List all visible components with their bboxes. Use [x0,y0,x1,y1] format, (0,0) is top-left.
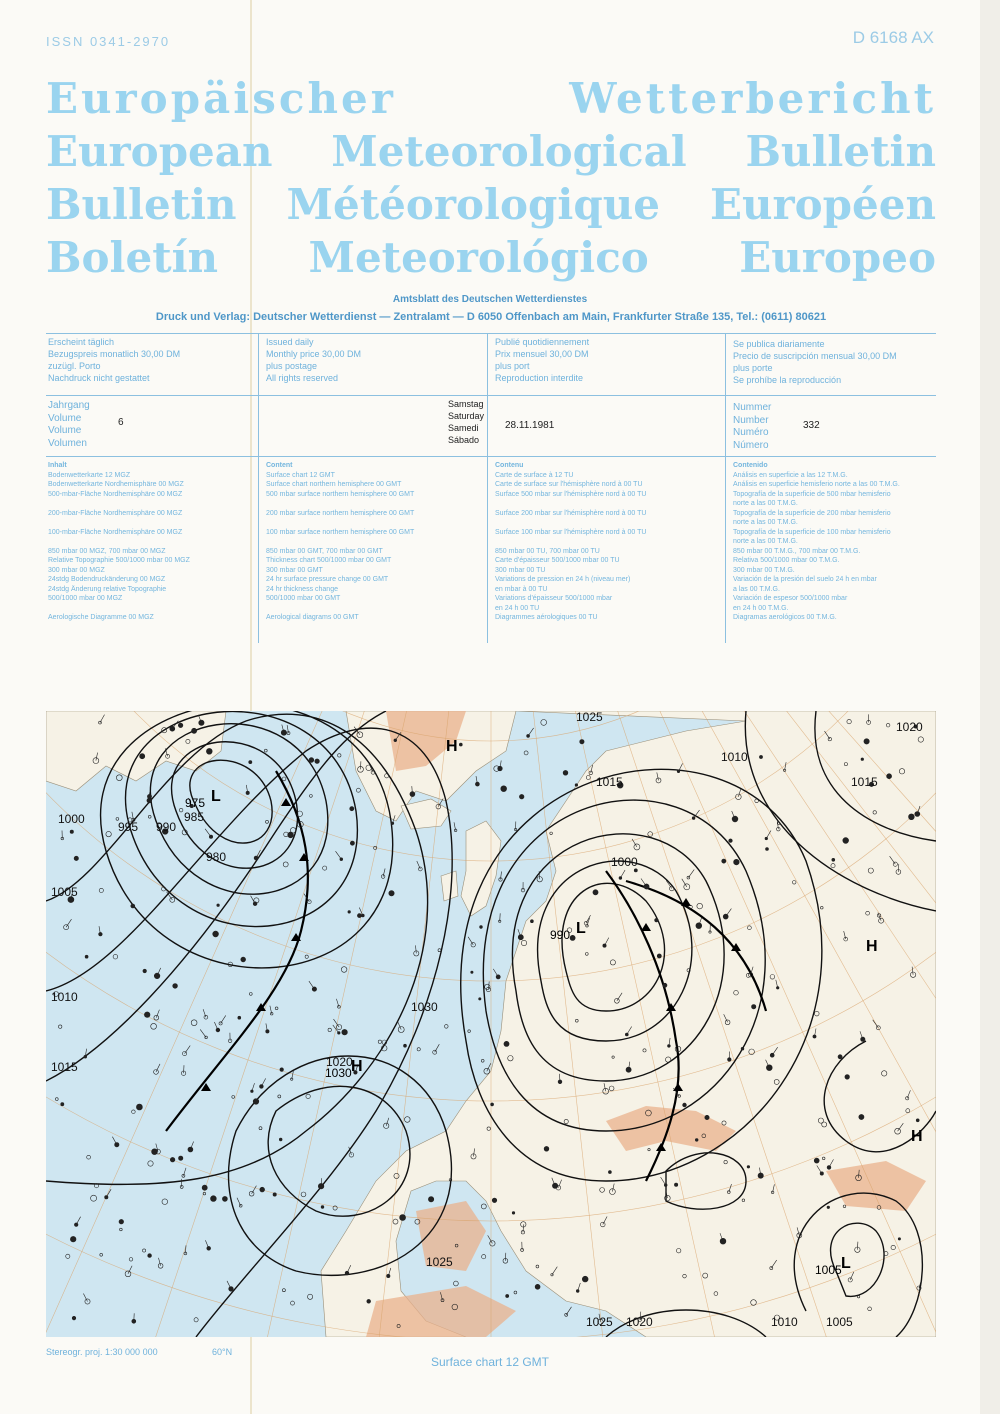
station-marker [342,1029,348,1035]
station-marker [61,1103,64,1106]
contents-item: 200 mbar surface northern hemisphere 00 GMT [266,509,415,517]
station-marker [144,1012,150,1018]
weekday-labels: Samstag Saturday Samedi Sábado [448,399,485,445]
publication-code: D 6168 AX [852,28,934,47]
isobar-label: 1020 [626,1315,653,1329]
contents-item: Variación de la presión del suelo 24 h en mbar [733,576,877,583]
station-marker [741,1047,744,1050]
contents-item: a las 00 T.M.G. [733,585,780,593]
station-marker [350,807,354,811]
isobar-label: 1010 [721,750,748,764]
station-marker [72,1316,76,1320]
map-projection: Stereogr. proj. 1:30 000 000 [46,1347,158,1357]
station-marker [367,1299,371,1303]
contents-item: Diagramas aerológicos 00 T.M.G. [733,614,837,621]
station-marker [695,1139,698,1142]
isobar-label: 1020 [896,720,923,734]
contents-item: Relativa 500/1000 mbar 00 T.M.G. [733,557,840,564]
contents-item: Variación de espesor 500/1000 mbar [733,595,848,602]
info-column-de: Erscheint täglich Bezugspreis monatlich 30,00 DM zuzügl. Porto Nachdruck nicht gestattet [48,337,181,383]
high-pressure-label: H [446,738,458,755]
station-marker [348,911,351,914]
title-english: European Meteorological Bulletin [46,127,936,176]
contents-item: norte a las 00 T.M.G. [733,500,798,507]
contents-heading: Contenido [733,462,768,469]
isobar-label: 1005 [51,885,78,899]
contents-item: 24stdg Bodendruckänderung 00 MGZ [48,576,166,583]
station-marker [814,1158,819,1163]
station-marker [657,954,661,958]
station-marker [479,998,481,1000]
station-marker [480,926,483,929]
contents-item: Thickness chart 500/1000 mbar 00 GMT [266,557,392,564]
station-marker [576,1290,579,1293]
station-marker [148,1254,152,1258]
contents-item: Surface 200 mbar sur l'hémisphère nord à 00 TU [495,509,647,517]
station-marker [140,754,145,759]
contents-item: 300 mbar 00 TU [495,566,546,574]
station-marker [504,1041,509,1046]
station-marker [85,955,88,958]
paper-edge [980,0,1000,1414]
contents-item: Surface chart northern hemisphere 00 GMT [266,481,402,488]
station-marker [154,973,160,979]
contents-item [495,518,646,528]
station-marker [400,1215,406,1221]
isobar-label: 1025 [576,711,603,724]
contents-item: 300 mbar 00 MGZ [48,566,105,574]
divider [46,333,936,334]
station-marker [752,1005,756,1009]
station-marker [593,890,598,895]
contents-item: en 24 h 00 TU [495,604,540,612]
contents-item: 300 mbar 00 GMT [266,566,323,574]
column-divider [487,333,488,643]
station-marker [898,1238,900,1240]
station-marker [552,1183,557,1188]
contents-item: 300 mbar 00 T.M.G. [733,566,795,574]
contents-item: Bodenwetterkarte Nordhemisphäre 00 MGZ [48,481,184,488]
station-marker [501,786,507,792]
map-svg [46,711,936,1337]
contents-item: Carte de surface sur l'hémisphère nord à 00 TU [495,481,643,488]
contents-item: Aerologische Diagramme 00 MGZ [48,614,154,621]
contents-item [495,537,646,547]
station-marker [70,1236,76,1242]
column-divider [725,333,726,643]
isobar-label: 1025 [426,1255,453,1269]
contents-item [48,518,190,528]
divider [46,395,936,396]
station-marker [845,1075,850,1080]
station-marker [309,758,314,763]
station-marker [674,1183,677,1186]
map-caption: Surface chart 12 GMT [430,1355,550,1369]
high-pressure-label: H [866,938,878,955]
center-pressure-value: 975 [185,796,206,810]
station-marker [563,770,568,775]
low-pressure-label: L [576,920,586,937]
station-marker [729,839,733,843]
station-marker [260,1187,265,1192]
contents-item: Variations d'épaisseur 500/1000 mbar [495,595,613,602]
contents-item: norte a las 00 T.M.G. [733,538,798,545]
station-marker [683,1103,687,1107]
contents-item: 24 hr thickness change [266,585,338,593]
station-marker [575,784,578,787]
contents-item [266,499,414,509]
station-marker [506,1294,509,1297]
contents-item: 850 mbar 00 MGZ, 700 mbar 00 MGZ [48,547,166,555]
station-marker [861,758,864,761]
station-marker [496,975,500,979]
contents-item: 500-mbar-Fläche Nordhemisphäre 00 MGZ [48,490,183,498]
station-marker [222,1196,227,1201]
contents-item: Carte de surface à 12 TU [495,471,574,479]
station-marker [143,969,147,973]
station-marker [492,1198,497,1203]
station-marker [677,770,680,773]
isobar-label: 985 [184,810,205,824]
high-pressure-label: H [911,1128,923,1145]
station-marker [582,1276,588,1282]
contents-item: 850 mbar 00 GMT, 700 mbar 00 GMT [266,547,383,555]
contents-item [266,604,414,614]
station-marker [832,858,835,861]
station-marker [350,841,354,845]
contents-item: Análisis en superficie a las 12 T.M.G. [733,471,848,479]
contents-column-en [266,461,414,623]
station-marker [843,838,849,844]
contents-heading: Contenu [495,462,524,469]
station-marker [722,859,726,863]
station-marker [544,1146,549,1151]
station-marker [535,1284,540,1289]
center-pressure-value: 990 [550,928,571,942]
contents-item [48,604,190,614]
station-marker [608,1171,611,1174]
info-column-es: Se publica diariamente Precio de suscripción mensual 30,00 DM plus porte Se prohíbe la reproducción [733,339,897,385]
station-marker [827,1166,831,1170]
isobar-label: 1005 [826,1315,853,1329]
surface-weather-map [46,711,936,1337]
station-marker [288,832,294,838]
contents-item: norte a las 00 T.M.G. [733,519,798,526]
publisher-line: Druck und Verlag: Deutscher Wetterdienst — Zentralamt — D 6050 Offenbach am Main, Frankfurter Straße 135, Tel.: (0611) 80621 [155,311,827,323]
high-pressure-label: H [351,1058,363,1075]
station-marker [280,1068,284,1072]
contents-item: Diagrammes aérologiques 00 TU [495,614,598,621]
contents-item: 850 mbar 00 T.M.G., 700 mbar 00 T.M.G. [733,547,861,555]
station-marker [530,920,533,923]
contents-item: 500/1000 mbar 00 GMT [266,595,341,602]
contents-item [48,537,190,547]
contents-item: Aerological diagrams 00 GMT [266,614,359,621]
station-marker [170,726,175,731]
contents-item: 200-mbar-Fläche Nordhemisphäre 00 MGZ [48,509,183,517]
issue-date: 28.11.1981 [505,420,555,431]
station-marker [179,1156,183,1160]
isobar-label: 980 [206,850,227,864]
station-marker [315,759,320,764]
contents-item [266,518,414,528]
station-marker [827,1206,830,1209]
station-marker [273,1193,276,1196]
contents-column-fr [495,461,646,623]
contents-item: Relative Topographie 500/1000 mbar 00 MGZ [48,557,190,564]
contents-heading: Content [266,462,293,469]
station-marker [580,740,584,744]
station-marker [759,755,762,758]
station-marker [389,891,394,896]
station-marker [491,1103,494,1106]
contents-item: 24stdg Änderung relative Topographie [48,585,167,593]
isobar-label: 1015 [596,775,623,789]
station-marker [570,935,575,940]
station-marker [861,1037,865,1041]
station-marker [238,1016,241,1019]
station-marker [705,1115,709,1119]
isobar-label: 1015 [51,1060,78,1074]
station-marker [859,1114,864,1119]
station-marker [404,1044,407,1047]
station-marker [260,1085,264,1089]
isobar-label: 1000 [611,855,638,869]
contents-item [495,499,646,509]
station-marker [202,1185,207,1190]
isobar-label: 1010 [771,1315,798,1329]
contents-item: 100-mbar-Fläche Nordhemisphäre 00 MGZ [48,528,183,536]
station-marker [887,774,892,779]
isobar-label: 990 [156,820,177,834]
isobar-label: 1025 [586,1315,613,1329]
title-german: Europäischer Wetterbericht [46,74,936,123]
issue-number: 332 [803,420,820,431]
station-marker [173,984,178,989]
contents-item [266,537,414,547]
contents-heading: Inhalt [48,462,67,469]
station-marker [241,957,246,962]
station-marker [213,931,219,937]
station-marker [279,1138,282,1141]
contents-item: 850 mbar 00 TU, 700 mbar 00 TU [495,547,600,555]
contents-item: en 24 h 00 T.M.G. [733,604,789,612]
isobar-label: 1030 [411,1000,438,1014]
info-column-fr: Publié quotidiennement Prix mensuel 30,00 DM plus port Reproduction interdite [495,337,590,383]
station-marker [471,971,473,973]
contents-item: Topografía de la superficie de 100 mbar hemisferio [733,528,891,536]
station-marker [70,830,73,833]
station-marker [428,1197,433,1202]
station-marker [253,1099,259,1105]
station-marker [512,1212,515,1215]
station-marker [909,814,915,820]
contents-item: 100 mbar surface northern hemisphere 00 GMT [266,528,415,536]
volume-labels: Jahrgang Volume Volume Volumen [48,400,90,449]
contents-item: 500 mbar surface northern hemisphere 00 GMT [266,490,415,498]
contents-item: Surface 100 mbar sur l'hémisphère nord à 00 TU [495,528,647,536]
station-marker [178,723,183,728]
station-marker [147,794,151,798]
station-marker [747,1166,750,1169]
isobar-label: 1015 [851,775,878,789]
title-spanish: Boletín Meteorológico Europeo [46,233,936,282]
station-marker [217,904,220,907]
station-marker [634,869,637,872]
contents-column-de [48,461,190,623]
column-divider [258,333,259,643]
station-marker [519,794,524,799]
station-marker [655,918,659,922]
station-marker [916,1119,919,1122]
number-labels: Nummer Number Numéro Número [733,402,772,451]
contents-item: 24 hr surface pressure change 00 GMT [266,576,389,583]
contents-item: Surface 500 mbar sur l'hémisphère nord à 00 TU [495,490,647,498]
issn: ISSN 0341-2970 [46,34,171,49]
station-marker [74,856,78,860]
station-marker [192,728,197,733]
isobar-label: 995 [118,820,139,834]
station-marker [663,983,667,987]
station-marker [170,1157,175,1162]
info-column-en: Issued daily Monthly price 30,00 DM plus postage All rights reserved [266,337,362,383]
contents-item: Topografía de la superficie de 500 mbar hemisferio [733,490,891,498]
isobar-label: 1010 [51,990,78,1004]
contents-item: Variations de pression en 24 h (niveau mer) [495,576,631,583]
map-latitude: 60°N [212,1347,233,1357]
station-marker [249,761,252,764]
center-pressure-value: 1005 [815,1263,842,1277]
official-gazette-line: Amtsblatt des Deutschen Wetterdienstes [392,294,588,305]
contents-item: 500/1000 mbar 00 MGZ [48,595,123,602]
isobar-label: 1000 [58,812,85,826]
station-marker [838,1055,842,1059]
station-marker [766,848,769,851]
station-marker [119,1219,124,1224]
station-marker [357,914,361,918]
contents-item: Carte d'épaisseur 500/1000 mbar 00 TU [495,557,620,564]
isobar-label: 1020 [326,1055,353,1069]
contents-item: en mbar à 00 TU [495,585,548,593]
contents-item [48,499,190,509]
low-pressure-label: L [211,788,221,805]
contents-item: Análisis en superficie hemisferio norte a las 00 T.M.G. [733,481,900,488]
title-french: Bulletin Météorologique Européen [46,180,936,229]
station-marker [321,1206,324,1209]
station-marker [459,743,462,746]
station-marker [864,739,869,744]
contents-column-es [733,461,900,623]
station-marker [206,748,212,754]
divider [46,456,936,457]
contents-item: Bodenwetterkarte 12 MGZ [48,471,131,479]
contents-item: Topografía de la superficie de 200 mbar hemisferio [733,509,891,517]
station-marker [211,1196,217,1202]
center-pressure-value: 1030 [325,1066,352,1080]
station-marker [136,1104,142,1110]
station-marker [734,859,740,865]
low-pressure-label: L [841,1255,851,1272]
station-marker [152,1149,158,1155]
volume-value: 6 [118,417,124,428]
contents-item: Surface chart 12 GMT [266,471,335,479]
